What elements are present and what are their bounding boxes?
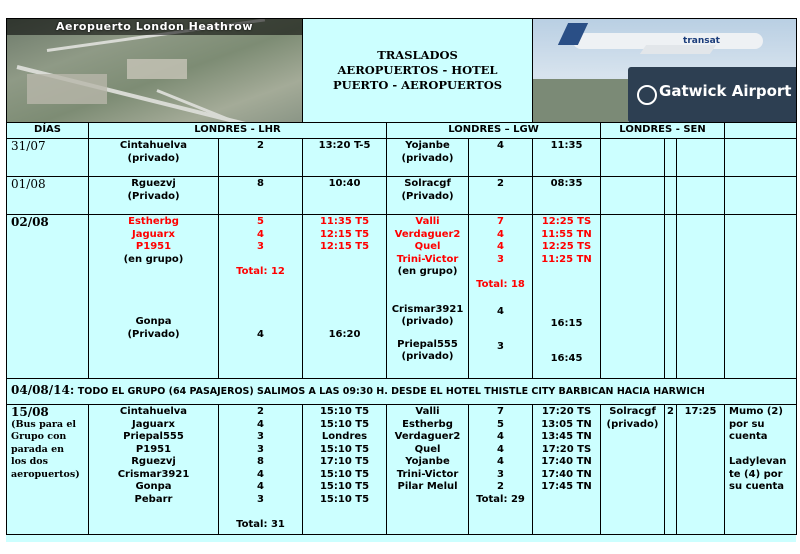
- lhr-names: Estherbg Jaguarx P1951 (en grupo) Gonpa (Privado): [89, 215, 219, 379]
- column-header-row: [7, 123, 797, 139]
- lgw-names: Yojanbe (privado): [387, 139, 469, 177]
- gatwick-photo: [533, 19, 797, 123]
- lhr-pax: 8: [219, 177, 303, 215]
- lhr-time: 13:20 T-5: [303, 139, 387, 177]
- date-0208: 02/08: [7, 215, 89, 379]
- gatwick-logo-icon: [637, 85, 657, 105]
- row-0108: [7, 177, 797, 215]
- title-line-2: AEROPUERTOS - HOTEL: [337, 63, 498, 77]
- lgw-names: Solracgf (Privado): [387, 177, 469, 215]
- title-line-1: TRASLADOS: [377, 48, 458, 62]
- lhr-pax: 2: [219, 139, 303, 177]
- lgw-time: 12:25 TS 11:55 TN 12:25 TS 11:25 TN 16:15 16:45: [533, 215, 601, 379]
- transfers-sheet: [6, 18, 796, 542]
- own-arrangements-note: Mumo (2) por su cuenta Ladylevan te (4) por su cuenta: [725, 405, 797, 535]
- row-0208: [7, 215, 797, 379]
- lgw-time: 11:35: [533, 139, 601, 177]
- plane-livery: transat: [683, 36, 720, 46]
- lgw-pax: 2: [469, 177, 533, 215]
- heathrow-caption: Aeropuerto London Heathrow: [56, 20, 254, 33]
- col-lhr: LONDRES - LHR: [89, 123, 387, 139]
- lhr-names: Cintahuelva Jaguarx Priepal555 P1951 Rguezvj Crismar3921 Gonpa Pebarr: [89, 405, 219, 535]
- lgw-pax: 7 4 4 3 Total: 18 4 3: [469, 215, 533, 379]
- lhr-names: Cintahuelva (privado): [89, 139, 219, 177]
- row-3107: [7, 139, 797, 177]
- banner-row: [7, 19, 797, 123]
- lgw-pax: 7 5 4 4 4 3 2 Total: 29: [469, 405, 533, 535]
- transfers-table: [6, 18, 797, 535]
- row-0408-group-departure: [7, 379, 797, 405]
- col-lgw: LONDRES – LGW: [387, 123, 601, 139]
- lhr-time: 11:35 T5 12:15 T5 12:15 T5 16:20: [303, 215, 387, 379]
- date-1508: 15/08 (Bus para el Grupo con parada en los dos aeropuertos): [7, 405, 89, 535]
- title-line-3: PUERTO - AEROPUERTOS: [332, 78, 503, 92]
- date-0108: 01/08: [7, 177, 89, 215]
- gatwick-sign-text: Gatwick Airport: [659, 82, 792, 100]
- group-departure-note: TODO EL GRUPO (64 PASAJEROS) SALIMOS A LAS 09:30 H. DESDE EL HOTEL THISTLE CITY BARBICAN HACIA HARWICH: [77, 386, 705, 398]
- lhr-names: Rguezvj (Privado): [89, 177, 219, 215]
- row-1508: [7, 405, 797, 535]
- lgw-names: Valli Estherbg Verdaguer2 Quel Yojanbe Trini-Victor Pilar Melul: [387, 405, 469, 535]
- lhr-pax: 5 4 3 Total: 12 4: [219, 215, 303, 379]
- lgw-time: 08:35: [533, 177, 601, 215]
- sen-time: 17:25: [677, 405, 725, 535]
- date-3107: 31/07: [7, 139, 89, 177]
- col-sen: LONDRES - SEN: [601, 123, 725, 139]
- lgw-names: Valli Verdaguer2 Quel Trini-Victor (en grupo) Crismar3921 (privado) Priepal555 (privado): [387, 215, 469, 379]
- col-extra: [725, 123, 797, 139]
- lhr-pax: 2 4 3 3 8 4 4 3 Total: 31: [219, 405, 303, 535]
- col-days: DÍAS: [7, 123, 89, 139]
- lhr-time: 15:10 T5 15:10 T5 Londres 15:10 T5 17:10 T5 15:10 T5 15:10 T5 15:10 T5: [303, 405, 387, 535]
- heathrow-aerial-photo: [7, 19, 303, 123]
- sen-names: Solracgf (privado): [601, 405, 665, 535]
- lgw-time: 17:20 TS 13:05 TN 13:45 TN 17:20 TS 17:40 TN 17:40 TN 17:45 TN: [533, 405, 601, 535]
- sen-pax: 2: [665, 405, 677, 535]
- date-0408: 04/08/14:: [11, 383, 75, 398]
- lgw-pax: 4: [469, 139, 533, 177]
- title-block: [303, 19, 533, 123]
- lhr-time: 10:40: [303, 177, 387, 215]
